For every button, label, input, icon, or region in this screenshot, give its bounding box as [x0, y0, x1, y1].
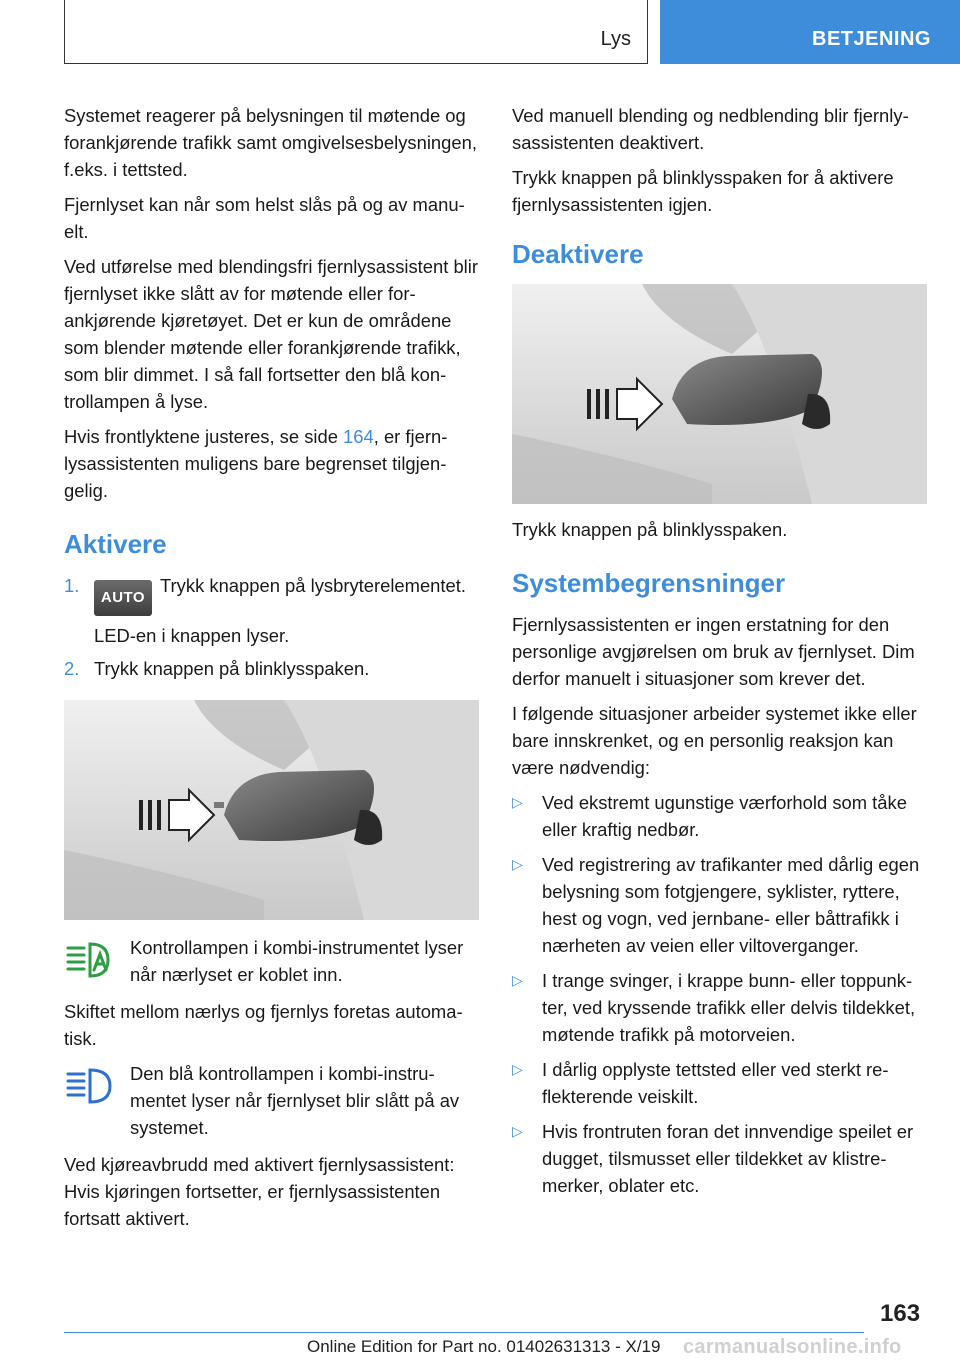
- ref-text-before: Hvis frontlyktene justeres, se side: [64, 426, 344, 447]
- step-item: [64, 655, 479, 682]
- paragraph: Fjernlyset kan når som helst slås på og av manuelt.: [64, 194, 465, 242]
- step-number: 2.: [64, 658, 80, 679]
- list-item-text: I trange svinger, i krappe bunn- eller toppunkter, ved kryssende trafikk eller delvis tildekket, møtende trafikk på motorveien.: [542, 970, 916, 1045]
- steps-list: [64, 572, 479, 682]
- list-item: [512, 789, 927, 843]
- auto-button-icon: AUTO: [94, 580, 152, 616]
- paragraph: Ved utførelse med blendingsfri fjernlysassistent blir fjernlyset ikke slått av for møtende eller forankjørende kjøretøyet. Det er kun de områdene som blender møtende eller forankjørende trafikk, som blir dimmet. I så fall fortsetter den blå kontrollampen å lyse.: [64, 256, 478, 412]
- paragraph: Ved kjøreavbrudd med aktivert fjernlysassistent: Hvis kjøringen fortsetter, er fjernlysassistenten fortsatt aktivert.: [64, 1154, 455, 1229]
- stalk-illustration: [64, 700, 479, 920]
- list-item: [512, 851, 927, 959]
- left-column: [64, 102, 479, 1240]
- turn-signal-stalk-photo-deactivate: [512, 284, 927, 504]
- paragraph: Fjernlysassistenten er ingen erstatning for den personlige avgjørelsen om bruk av fjernlyset. Dim derfor manuelt i situasjoner som krever det.: [512, 614, 915, 689]
- info-blue-indicator: [64, 1060, 479, 1141]
- step-text: Trykk knappen på blinklysspaken.: [94, 658, 370, 679]
- limitations-list: [512, 789, 927, 1199]
- watermark: carmanualsonline.info: [683, 1336, 902, 1358]
- turn-signal-stalk-photo: [64, 700, 479, 920]
- stalk-illustration: [512, 284, 927, 504]
- list-item-text: Ved registrering av trafikanter med dårlig egen belysning som fotgjengere, syklister, ryttere, hest og vogn, ved jernbane- eller båttrafikk i nærheten av veien eller viltoverganger.: [542, 854, 920, 956]
- list-item: [512, 1118, 927, 1199]
- high-beam-indicator-icon: [64, 1066, 116, 1111]
- page-number: 163: [880, 1300, 921, 1327]
- triangle-bullet-icon: ▷: [512, 1123, 523, 1139]
- list-item: [512, 967, 927, 1048]
- step-subtext: LED-en i knappen lyser.: [94, 625, 290, 646]
- right-column: [512, 102, 927, 1207]
- heading-systembegrensninger: Systembegrensninger: [512, 568, 786, 598]
- step-item: [64, 572, 479, 649]
- heading-aktivere: Aktivere: [64, 529, 167, 559]
- footer-divider: [64, 1332, 864, 1333]
- list-item-text: Hvis frontruten foran det innvendige speilet er dugget, tilsmusset eller tildekket av klistremerker, oblater etc.: [542, 1121, 914, 1196]
- paragraph: I følgende situasjoner arbeider systemet ikke eller bare innskrenket, og en personlig reaksjon kan være nødvendig:: [512, 703, 917, 778]
- list-item-text: Ved ekstremt ugunstige værforhold som tåke eller kraftig nedbør.: [542, 792, 907, 840]
- info-text: Kontrollampen i kombi-instrumentet lyser når nærlyset er koblet inn.: [130, 937, 464, 985]
- header-section-title: Lys: [600, 28, 631, 50]
- footer-edition: Online Edition for Part no. 01402631313 - X/19: [307, 1337, 661, 1356]
- photo-caption: Trykk knappen på blinklysspaken.: [512, 519, 788, 540]
- low-beam-auto-indicator-icon: [64, 940, 116, 985]
- heading-deaktivere: Deaktivere: [512, 239, 644, 269]
- list-item-text: I dårlig opplyste tettsted eller ved sterkt reflekterende veiskilt.: [542, 1059, 889, 1107]
- step-number: 1.: [64, 575, 80, 596]
- ref-text-after: , er fjernlysassistenten muligens bare begrenset tilgjengelig.: [64, 426, 448, 501]
- paragraph-page-reference: [64, 423, 479, 504]
- info-text: Den blå kontrollampen i kombi-instrumentet lyser når fjernlyset blir slått på av systemet.: [130, 1063, 460, 1138]
- paragraph: Trykk knappen på blinklysspaken for å aktivere fjernlysassistenten igjen.: [512, 167, 894, 215]
- page-link[interactable]: 164: [343, 426, 374, 447]
- triangle-bullet-icon: ▷: [512, 856, 523, 872]
- list-item: [512, 1056, 927, 1110]
- step-text: Trykk knappen på lysbryterelementet.: [160, 575, 466, 596]
- header-frame: [64, 0, 648, 64]
- paragraph: Ved manuell blending og nedblending blir fjernlysassistenten deaktivert.: [512, 105, 909, 153]
- triangle-bullet-icon: ▷: [512, 1061, 523, 1077]
- info-green-indicator: [64, 934, 479, 988]
- header-chapter-tab: BETJENING: [660, 0, 960, 64]
- paragraph: Skiftet mellom nærlys og fjernlys foretas automatisk.: [64, 1001, 463, 1049]
- paragraph: Systemet reagerer på belysningen til møtende og forankjørende trafikk samt omgivelsesbelysningen, f.eks. i tettsted.: [64, 105, 477, 180]
- triangle-bullet-icon: ▷: [512, 972, 523, 988]
- triangle-bullet-icon: ▷: [512, 794, 523, 810]
